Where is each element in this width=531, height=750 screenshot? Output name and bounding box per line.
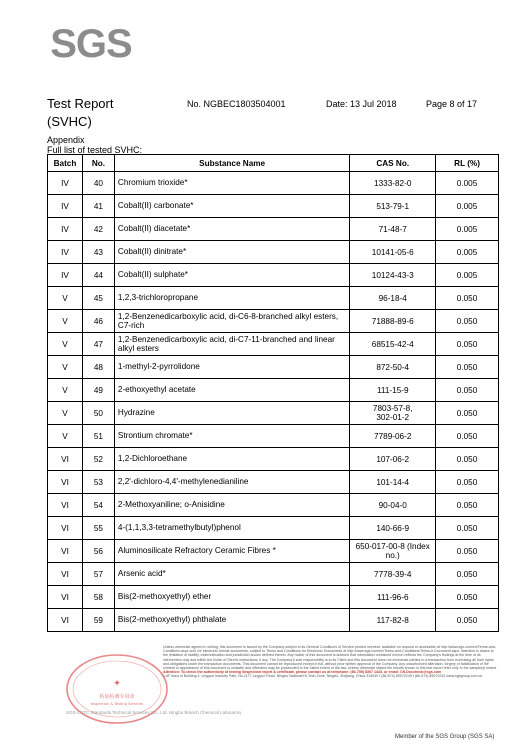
- cell-batch: VI: [48, 586, 83, 609]
- svg-text:检验检测专用章: 检验检测专用章: [99, 694, 135, 700]
- cell-no: 57: [82, 563, 114, 586]
- cell-rl: 0.050: [436, 333, 499, 356]
- cell-batch: V: [48, 310, 83, 333]
- cell-rl: 0.050: [436, 402, 499, 425]
- cell-cas-no: 71-48-7: [350, 218, 436, 241]
- footer-attention: Attention: To check the authenticity of testing /inspection report & certificate, please contact us at telephone: (86-755) 8307 1443, or email: CN.Doccheck@sgs.com: [163, 670, 442, 675]
- cell-no: 49: [82, 379, 114, 402]
- cell-no: 43: [82, 241, 114, 264]
- cell-rl: 0.050: [436, 540, 499, 563]
- table-row: [48, 356, 499, 379]
- cell-cas-no: 111-15-9: [350, 379, 436, 402]
- table-row: [48, 517, 499, 540]
- cell-batch: VI: [48, 448, 83, 471]
- cell-substance-name: 1,2,3-trichloropropane: [114, 287, 349, 310]
- cell-rl: 0.050: [436, 379, 499, 402]
- cell-substance-name: Arsenic acid*: [114, 563, 349, 586]
- cell-batch: V: [48, 333, 83, 356]
- table-row: [48, 540, 499, 563]
- report-title: Test Report: [47, 96, 114, 111]
- cell-substance-name: Chromium trioxide*: [114, 172, 349, 195]
- cell-no: 42: [82, 218, 114, 241]
- table-row: [48, 333, 499, 356]
- cell-cas-no: 71888-89-6: [350, 310, 436, 333]
- header-substance-name: Substance Name: [114, 155, 349, 172]
- footer-address: 1-6F Area of Building 4, Lingyun Industry Park, No.1177 Lingyun Road, Ningbo National Hi-Tech Zone, Ningbo, Zhejiang, China 315040 t (86-574) 89070249 f (86-574) 89070242 www.sgsgroup.com.cn: [163, 674, 483, 679]
- cell-no: 41: [82, 195, 114, 218]
- cell-substance-name: Cobalt(II) sulphate*: [114, 264, 349, 287]
- cell-rl: 0.005: [436, 264, 499, 287]
- header-cas-no: CAS No.: [350, 155, 436, 172]
- cell-substance-name: 1,2-Benzenedicarboxylic acid, di-C7-11-branched and linear alkyl esters: [114, 333, 349, 356]
- cell-rl: 0.050: [436, 609, 499, 632]
- cell-no: 56: [82, 540, 114, 563]
- cell-no: 48: [82, 356, 114, 379]
- cell-cas-no: 513-79-1: [350, 195, 436, 218]
- table-row: [48, 609, 499, 632]
- cell-rl: 0.050: [436, 310, 499, 333]
- cell-rl: 0.005: [436, 195, 499, 218]
- cell-batch: VI: [48, 494, 83, 517]
- cell-no: 47: [82, 333, 114, 356]
- cell-batch: IV: [48, 195, 83, 218]
- table-row: [48, 287, 499, 310]
- cell-rl: 0.050: [436, 563, 499, 586]
- table-row: [48, 379, 499, 402]
- cell-cas-no: 111-96-6: [350, 586, 436, 609]
- table-header-row: [48, 155, 499, 172]
- cell-substance-name: 2-Methoxyaniline; o-Anisidine: [114, 494, 349, 517]
- table-row: [48, 310, 499, 333]
- report-subtitle: (SVHC): [47, 114, 92, 129]
- cell-cas-no: 107-06-2: [350, 448, 436, 471]
- cell-no: 50: [82, 402, 114, 425]
- cell-no: 40: [82, 172, 114, 195]
- cell-no: 53: [82, 471, 114, 494]
- cell-substance-name: 1,2-Benzenedicarboxylic acid, di-C6-8-branched alkyl esters, C7-rich: [114, 310, 349, 333]
- cell-rl: 0.050: [436, 356, 499, 379]
- cell-rl: 0.050: [436, 494, 499, 517]
- cell-batch: V: [48, 425, 83, 448]
- cell-no: 54: [82, 494, 114, 517]
- inspection-seal: [62, 648, 172, 730]
- cell-rl: 0.050: [436, 287, 499, 310]
- cell-no: 46: [82, 310, 114, 333]
- cell-rl: 0.005: [436, 241, 499, 264]
- cell-batch: IV: [48, 241, 83, 264]
- table-row: [48, 218, 499, 241]
- cell-batch: IV: [48, 172, 83, 195]
- cell-batch: IV: [48, 264, 83, 287]
- table-row: [48, 563, 499, 586]
- cell-batch: V: [48, 287, 83, 310]
- svg-text:✦: ✦: [113, 679, 121, 689]
- cell-substance-name: Bis(2-methoxyethyl) phthalate: [114, 609, 349, 632]
- cell-cas-no: 650-017-00-8 (Index no.): [350, 540, 436, 563]
- cell-substance-name: 4-(1,1,3,3-tetramethylbutyl)phenol: [114, 517, 349, 540]
- cell-rl: 0.050: [436, 586, 499, 609]
- cell-substance-name: 1,2-Dichloroethane: [114, 448, 349, 471]
- cell-batch: VI: [48, 563, 83, 586]
- table-row: [48, 241, 499, 264]
- cell-cas-no: 117-82-8: [350, 609, 436, 632]
- table-row: [48, 172, 499, 195]
- cell-substance-name: 2,2'-dichloro-4,4'-methylenedianiline: [114, 471, 349, 494]
- cell-cas-no: 7778-39-4: [350, 563, 436, 586]
- laboratory-name: SGS-CSTC Standards Technical Services Co., Ltd. Ningbo Branch Chemical Laboratory: [66, 710, 242, 715]
- cell-no: 44: [82, 264, 114, 287]
- footer-disclaimer: Unless otherwise agreed in writing, this document is issued by the Company subject to its General Conditions of Service printed overleaf, available on request or accessible at http://www.sgs.com/en/Terms-and-Conditions.aspx and, for electronic format documents, subject to Terms and Conditions for Electronic Documents at http://www.sgs.com/en/Terms-and-Conditions/Terms-e-Document.aspx. Attention is drawn to the limitation of liability, indemnification and jurisdiction issues defined therein. Any holder of this document is advised that information contained hereon reflects the Company's findings at the time of its intervention only and within the limits of Client's instructions, if any. The Company's sole responsibility is to its Client and this document does not exonerate parties to a transaction from exercising all their rights and obligations under the transaction documents. This document cannot be reproduced except in full, without prior written approval of the Company. Any unauthorized alteration, forgery or falsification of the content or appearance of this document is unlawful and offenders may be prosecuted to the fullest extent of the law. Unless otherwise stated the results shown in this test report refer only to the sample(s) tested.: [163, 645, 498, 671]
- cell-no: 59: [82, 609, 114, 632]
- cell-cas-no: 68515-42-4: [350, 333, 436, 356]
- cell-cas-no: 10124-43-3: [350, 264, 436, 287]
- cell-rl: 0.005: [436, 172, 499, 195]
- cell-batch: VI: [48, 517, 83, 540]
- cell-cas-no: 101-14-4: [350, 471, 436, 494]
- cell-batch: VI: [48, 609, 83, 632]
- svhc-table: [47, 154, 499, 632]
- header-rl: RL (%): [436, 155, 499, 172]
- table-row: [48, 494, 499, 517]
- report-number: No. NGBEC1803504001: [187, 99, 286, 109]
- cell-substance-name: Hydrazine: [114, 402, 349, 425]
- cell-cas-no: 872-50-4: [350, 356, 436, 379]
- cell-cas-no: 1333-82-0: [350, 172, 436, 195]
- cell-substance-name: Bis(2-methoxyethyl) ether: [114, 586, 349, 609]
- sgs-logo: [47, 18, 135, 70]
- cell-cas-no: 96-18-4: [350, 287, 436, 310]
- cell-substance-name: 2-ethoxyethyl acetate: [114, 379, 349, 402]
- appendix-heading: Appendix: [47, 135, 85, 145]
- cell-no: 45: [82, 287, 114, 310]
- cell-batch: V: [48, 402, 83, 425]
- cell-substance-name: Cobalt(II) carbonate*: [114, 195, 349, 218]
- cell-cas-no: 90-04-0: [350, 494, 436, 517]
- cell-rl: 0.050: [436, 448, 499, 471]
- cell-batch: VI: [48, 540, 83, 563]
- table-row: [48, 448, 499, 471]
- cell-substance-name: 1-methyl-2-pyrrolidone: [114, 356, 349, 379]
- cell-rl: 0.050: [436, 517, 499, 540]
- cell-batch: V: [48, 356, 83, 379]
- cell-no: 55: [82, 517, 114, 540]
- header-batch: Batch: [48, 155, 83, 172]
- cell-cas-no: 7789-06-2: [350, 425, 436, 448]
- report-date: Date: 13 Jul 2018: [326, 99, 397, 109]
- cell-substance-name: Cobalt(II) dinitrate*: [114, 241, 349, 264]
- cell-substance-name: Aluminosilicate Refractory Ceramic Fibres *: [114, 540, 349, 563]
- cell-rl: 0.005: [436, 218, 499, 241]
- table-row: [48, 586, 499, 609]
- table-row: [48, 264, 499, 287]
- table-row: [48, 402, 499, 425]
- cell-batch: VI: [48, 471, 83, 494]
- cell-batch: IV: [48, 218, 83, 241]
- table-row: [48, 425, 499, 448]
- svg-text:Inspection & Testing Services: Inspection & Testing Services: [90, 702, 144, 706]
- member-of-sgs-group: Member of the SGS Group (SGS SA): [395, 734, 495, 740]
- cell-substance-name: Cobalt(II) diacetate*: [114, 218, 349, 241]
- table-row: [48, 471, 499, 494]
- footer-disclaimer-block: [163, 645, 498, 679]
- cell-substance-name: Strontium chromate*: [114, 425, 349, 448]
- cell-cas-no: 140-66-9: [350, 517, 436, 540]
- page-number: Page 8 of 17: [426, 99, 478, 109]
- table-row: [48, 195, 499, 218]
- header-no: No.: [82, 155, 114, 172]
- cell-rl: 0.050: [436, 425, 499, 448]
- cell-no: 52: [82, 448, 114, 471]
- cell-no: 58: [82, 586, 114, 609]
- list-heading: Full list of tested SVHC:: [47, 145, 143, 155]
- cell-rl: 0.050: [436, 471, 499, 494]
- sgs-logo-text: SGS: [50, 22, 132, 66]
- inspection-seal-graphic: [62, 648, 172, 730]
- cell-cas-no: 7803-57-8, 302-01-2: [350, 402, 436, 425]
- cell-cas-no: 10141-05-6: [350, 241, 436, 264]
- cell-batch: V: [48, 379, 83, 402]
- cell-no: 51: [82, 425, 114, 448]
